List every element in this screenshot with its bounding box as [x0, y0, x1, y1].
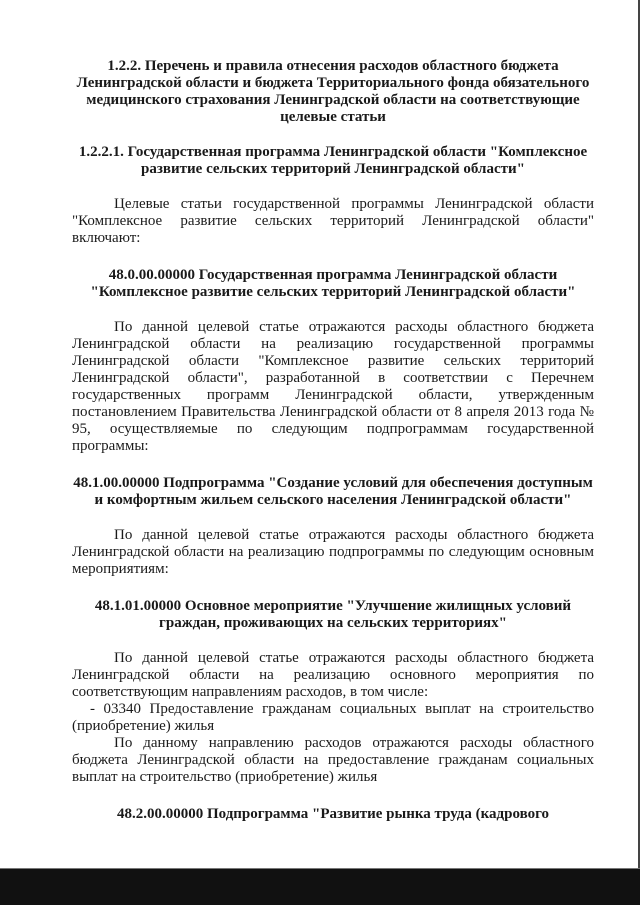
target-article-48-1-01: 48.1.01.00000 Основное мероприятие "Улучшение жилищных условий граждан, проживающих на сельских территориях" — [94, 598, 572, 631]
paragraph-48-1-01: По данной целевой статье отражаются расходы областного бюджета Ленинградской области на реализацию основного мероприятия по соответствующим направлениям расходов, в том числе: — [72, 650, 594, 700]
paragraph-03340: По данному направлению расходов отражаются расходы областного бюджета Ленинградской области на предоставление гражданам социальных выплат на строительство (приобретение) жилья — [72, 735, 594, 785]
paragraph-intro: Целевые статьи государственной программы Ленинградской области "Комплексное развитие сельских территорий Ленинградской области" включают: — [72, 196, 594, 246]
section-heading-1-2-2: 1.2.2. Перечень и правила отнесения расходов областного бюджета Ленинградской области и бюджета Территориального фонда обязательного медицинского страхования Ленинградской области на соответствующие целевые статьи — [76, 58, 590, 125]
target-article-48-2: 48.2.00.00000 Подпрограмма "Развитие рынка труда (кадрового — [116, 806, 550, 822]
target-article-48-1: 48.1.00.00000 Подпрограмма "Создание условий для обеспечения доступным и комфортным жильем сельского населения Ленинградской области" — [73, 475, 593, 508]
target-article-48-0: 48.0.00.00000 Государственная программа Ленинградской области "Комплексное развитие сельских территорий Ленинградской области" — [90, 267, 576, 300]
section-heading-1-2-2-1: 1.2.2.1. Государственная программа Ленинградской области "Комплексное развитие сельских территорий Ленинградской области" — [78, 144, 588, 177]
scan-edge-bottom — [0, 869, 640, 905]
list-item-03340: - 03340 Предоставление гражданам социальных выплат на строительство (приобретение) жилья — [72, 701, 594, 734]
paragraph-48-0: По данной целевой статье отражаются расходы областного бюджета Ленинградской области на реализацию государственной программы Ленинградской области "Комплексное развитие сельских территорий Ленинградской области", разработанной в соответствии с Перечнем государственных программ Ленинградской области, утвержденным постановлением Правительства Ленинградской области от 8 апреля 2013 года № 95, осуществляемые по следующим подпрограммам государственной программы: — [72, 319, 594, 454]
paragraph-48-1: По данной целевой статье отражаются расходы областного бюджета Ленинградской области на реализацию подпрограммы по следующим основным мероприятиям: — [72, 527, 594, 577]
document-body — [72, 58, 594, 823]
